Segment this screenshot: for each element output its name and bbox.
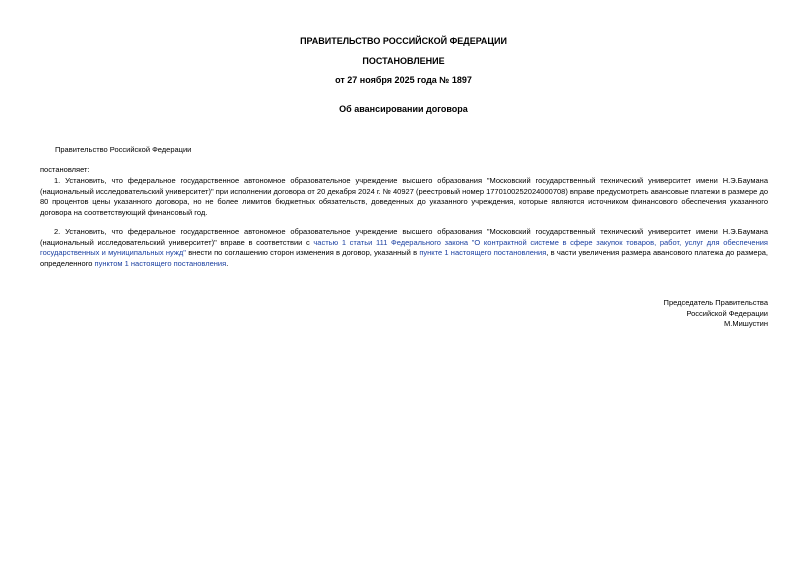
signature-title: Председатель Правительства [663,298,768,307]
preamble-text: Правительство Российской Федерации [55,145,192,154]
signature-organization: Российской Федерации [686,308,768,318]
date-number-line: от 27 ноября 2025 года № 1897 [335,75,472,85]
resolves-text: постановляет: [40,165,90,174]
paragraph-2-text-a: 2. Установить, что федеральное государственное автономное образовательное учреждение высшего образования "Московский государственный технический университет имени Н.Э.Баумана (национальный исследовательский университет)" вправе в соответствии с [40,227,768,247]
document-subject: Об авансировании договора [339,104,468,114]
signature-block [664,298,768,330]
law-article-link[interactable]: частью 1 статьи 111 Федерального закона "О контрактной системе в сфере закупок товаров, работ, услуг для обеспечения государственных и муниципальных нужд" [40,237,768,257]
paragraph-2-text-c: , в части увеличения размера авансового платежа до размера, определенного [40,248,768,268]
document-type-heading: ПОСТАНОВЛЕНИЕ [362,56,445,66]
signature-name: М.Мишустин [724,319,768,328]
resolution-item-1-link[interactable]: пункте 1 настоящего постановления [419,248,547,257]
paragraph-2-text-b: внести по соглашению сторон изменения в договор, указанный в [185,248,420,257]
paragraph-2-text-d: . [226,258,229,268]
paragraph-1: 1. Установить, что федеральное государственное автономное образовательное учреждение высшего образования "Московский государственный технический университет имени Н.Э.Баумана (национальный исследовательский университет)" при исполнении договора от 20 декабря 2024 г. № 40927 (реестровый номер 1770100252024000708) вправе предусмотреть авансовые платежи в размере до 80 процентов цены указанного договора, но не более лимитов бюджетных обязательств, доведенных до указанного учреждения, которые являются источником финансового обеспечения указанного договора на соответствующий финансовый год. [40,176,768,217]
paragraph-2 [40,227,768,269]
resolution-item-1-link-2[interactable]: пунктом 1 настоящего постановления [94,258,227,268]
government-heading: ПРАВИТЕЛЬСТВО РОССИЙСКОЙ ФЕДЕРАЦИИ [300,36,507,46]
